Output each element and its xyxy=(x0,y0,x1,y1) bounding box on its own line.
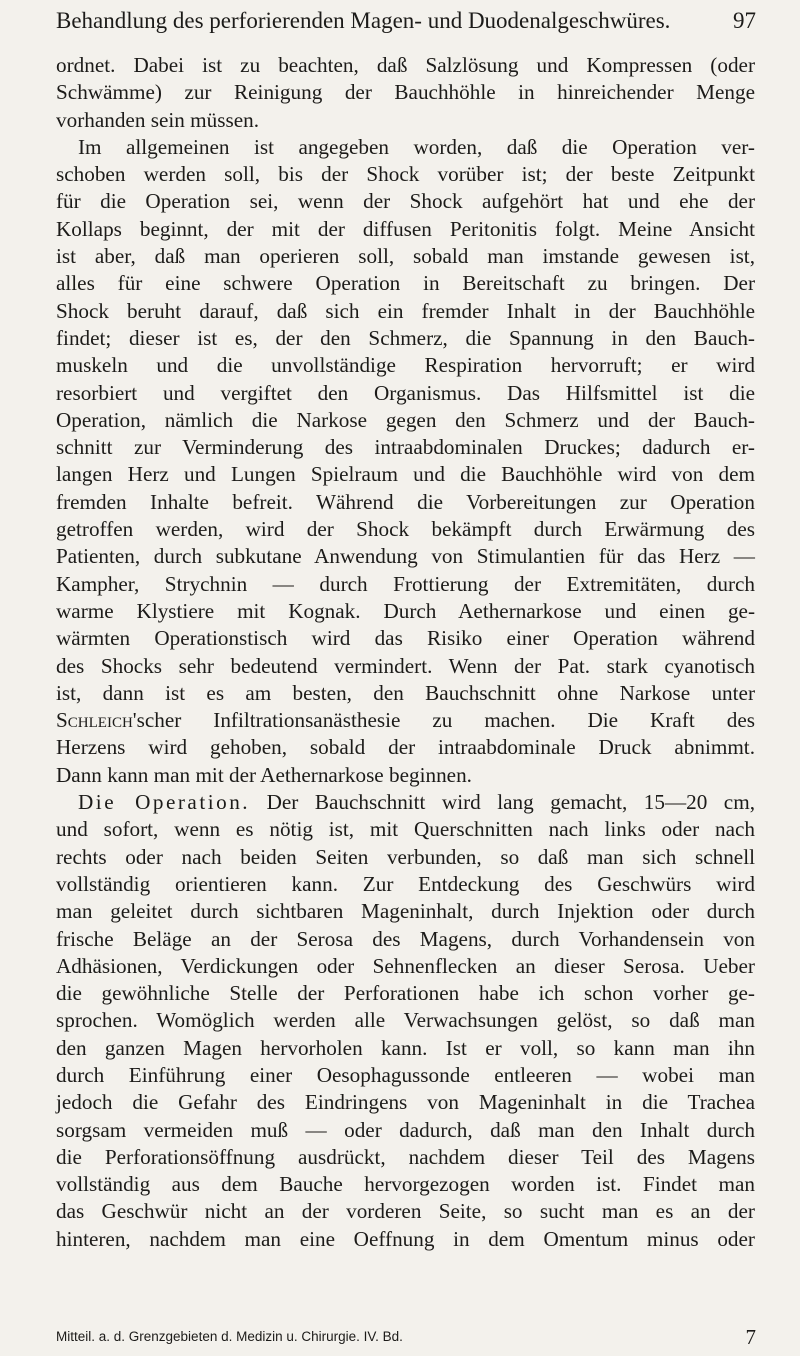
text-line: die Perforationsöffnung ausdrückt, nachdem dieser Teil des Magens xyxy=(56,1144,755,1169)
running-head xyxy=(56,4,756,38)
text-line: Shock beruht darauf, daß sich ein fremder Inhalt in der Bauchhöhle xyxy=(56,298,755,323)
text-line: Patienten, durch subkutane Anwendung von Stimulantien für das Herz — xyxy=(56,544,755,569)
text-line: resorbiert und vergiftet den Organismus. Das Hilfsmittel ist die xyxy=(56,380,755,405)
text-line: Operation, nämlich die Narkose gegen den Schmerz und der Bauch- xyxy=(56,407,755,432)
text-line: getroffen werden, wird der Shock bekämpft durch Erwärmung des xyxy=(56,517,755,542)
text-line: vorhanden sein müssen. xyxy=(56,107,260,132)
section-heading-operation: Die Operation. xyxy=(78,790,251,815)
text-line: wärmten Operationstisch wird das Risiko einer Operation während xyxy=(56,626,755,651)
text-line: muskeln und die unvollständige Respiration hervorruft; er wird xyxy=(56,353,755,378)
text-line: man geleitet durch sichtbaren Mageninhalt, durch Injektion oder durch xyxy=(56,899,755,924)
text-line: schoben werden soll, bis der Shock vorüber ist; der beste Zeitpunkt xyxy=(56,162,755,187)
text-line: Adhäsionen, Verdickungen oder Sehnenflecken an dieser Serosa. Ueber xyxy=(56,953,755,978)
page-footer xyxy=(56,1326,756,1348)
text-line: Herzens wird gehoben, sobald der intraabdominale Druck abnimmt. xyxy=(56,735,755,760)
text-line: rechts oder nach beiden Seiten verbunden, so daß man sich schnell xyxy=(56,844,755,869)
text-line: frische Beläge an der Serosa des Magens, durch Vorhandensein von xyxy=(56,926,755,951)
text-line: Kampher, Strychnin — durch Frottierung der Extremitäten, durch xyxy=(56,571,755,596)
page-number: 97 xyxy=(733,8,756,33)
text-line: sorgsam vermeiden muß — oder dadurch, daß man den Inhalt durch xyxy=(56,1117,755,1142)
text-line: schnitt zur Verminderung des intraabdominalen Druckes; dadurch er- xyxy=(56,435,755,460)
running-head-title: Behandlung des perforierenden Magen- und Duodenalgeschwüres. xyxy=(56,8,671,33)
text-fragment: Der Bauchschnitt wird lang gemacht, 15—20 cm, xyxy=(250,790,755,815)
text-line: langen Herz und Lungen Spielraum und die Bauchhöhle wird von dem xyxy=(56,462,755,487)
text-line-schleich xyxy=(56,707,755,734)
text-line: vollständig aus dem Bauche hervorgezogen worden ist. Findet man xyxy=(56,1172,755,1197)
text-line: die gewöhnliche Stelle der Perforationen habe ich schon vorher ge- xyxy=(56,981,755,1006)
text-line: den ganzen Magen hervorholen kann. Ist er voll, so kann man ihn xyxy=(56,1035,755,1060)
text-line: Kollaps beginnt, der mit der diffusen Peritonitis folgt. Meine Ansicht xyxy=(56,216,755,241)
text-line: fremden Inhalte befreit. Während die Vorbereitungen zur Operation xyxy=(56,489,755,514)
text-line: hinteren, nachdem man eine Oeffnung in dem Omentum minus oder xyxy=(56,1226,755,1251)
author-name-smallcaps: Schleich xyxy=(56,708,133,733)
signature-mark: 7 xyxy=(745,1325,756,1349)
text-line: des Shocks sehr bedeutend vermindert. Wenn der Pat. stark cyanotisch xyxy=(56,653,755,678)
text-line: alles für eine schwere Operation in Bereitschaft zu bringen. Der xyxy=(56,271,755,296)
text-line: jedoch die Gefahr des Eindringens von Mageninhalt in die Trachea xyxy=(56,1090,755,1115)
text-line: ist aber, daß man operieren soll, sobald man imstande gewesen ist, xyxy=(56,244,755,269)
text-line: findet; dieser ist es, der den Schmerz, die Spannung in den Bauch- xyxy=(56,325,755,350)
section-heading-line xyxy=(56,789,755,816)
text-line: ist, dann ist es am besten, den Bauchschnitt ohne Narkose unter xyxy=(56,680,755,705)
paragraph-start-line: Im allgemeinen ist angegeben worden, daß die Operation ver- xyxy=(78,134,755,159)
text-line: ordnet. Dabei ist zu beachten, daß Salzlösung und Kompressen (oder xyxy=(56,53,755,77)
text-line: vollständig orientieren kann. Zur Entdeckung des Geschwürs wird xyxy=(56,871,755,896)
text-line: für die Operation sei, wenn der Shock aufgehört hat und ehe der xyxy=(56,189,755,214)
footer-journal-reference: Mitteil. a. d. Grenzgebieten d. Medizin u. Chirurgie. IV. Bd. xyxy=(56,1329,403,1344)
text-line: durch Einführung einer Oesophagussonde entleeren — wobei man xyxy=(56,1062,755,1087)
body-text xyxy=(56,52,755,1253)
text-line: Dann kann man mit der Aethernarkose beginnen. xyxy=(56,762,472,787)
text-fragment: 'scher Infiltrationsanästhesie zu machen. Die Kraft des xyxy=(132,708,755,733)
text-line: das Geschwür nicht an der vorderen Seite, so sucht man es an der xyxy=(56,1199,755,1224)
text-line: und sofort, wenn es nötig ist, mit Querschnitten nach links oder nach xyxy=(56,817,755,842)
text-line: warme Klystiere mit Kognak. Durch Aethernarkose und einen ge- xyxy=(56,598,755,623)
text-line: sprochen. Womöglich werden alle Verwachsungen gelöst, so daß man xyxy=(56,1008,755,1033)
text-line: Schwämme) zur Reinigung der Bauchhöhle in hinreichender Menge xyxy=(56,80,755,105)
